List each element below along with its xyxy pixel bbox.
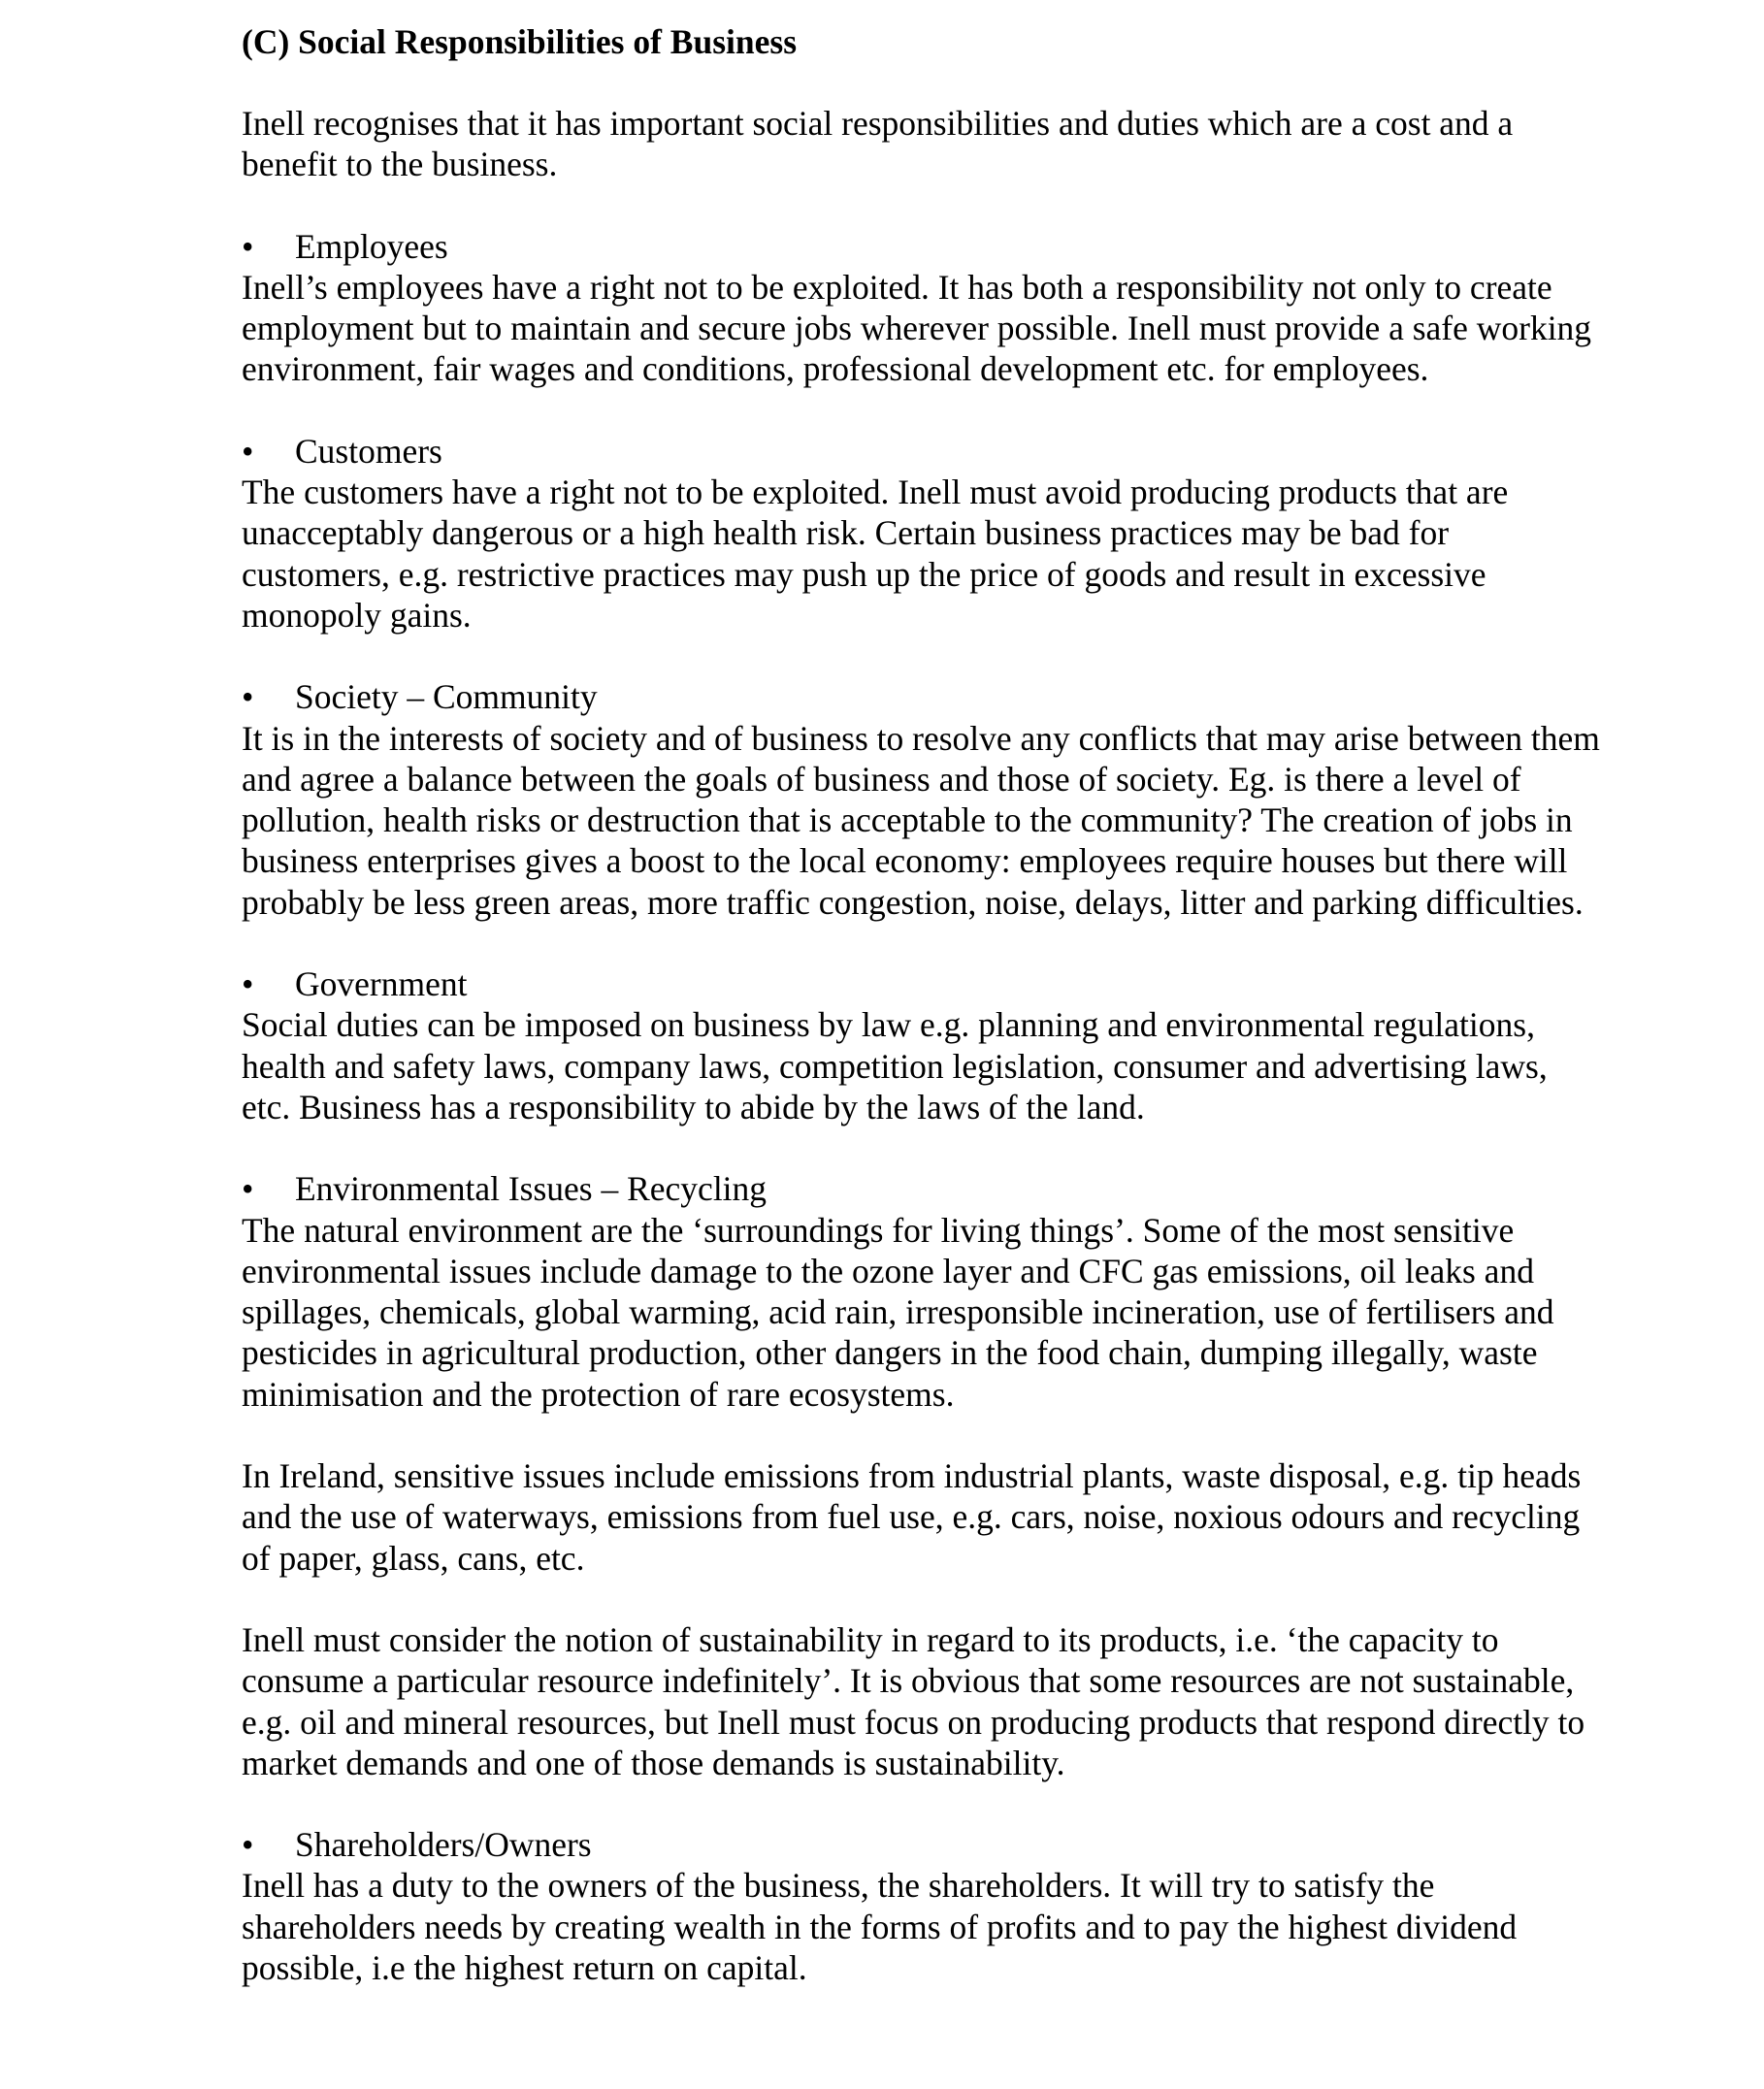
section-government (242, 963, 1600, 1127)
section-heading (242, 1168, 1600, 1209)
bullet-icon: • (242, 226, 254, 266)
section-heading (242, 676, 1600, 717)
section-customers (242, 431, 1600, 636)
section-title: Environmental Issues – Recycling (295, 1169, 768, 1209)
section-title: Society – Community (295, 677, 598, 717)
section-heading (242, 226, 1600, 267)
section-environmental-issues (242, 1168, 1600, 1783)
section-paragraph: Inell has a duty to the owners of the business, the shareholders. It will try to satisfy the shareholders needs by creating wealth in the forms of profits and to pay the highest dividend possible, i.e the highest return on capital. (242, 1866, 1518, 1987)
bullet-icon: • (242, 431, 254, 471)
section-title: Customers (295, 431, 442, 471)
section-paragraph: In Ireland, sensitive issues include emissions from industrial plants, waste disposal, e.g. tip heads and the use of waterways, emissions from fuel use, e.g. cars, noise, noxious odours and recycling of paper, glass, cans, etc. (242, 1456, 1582, 1578)
section-shareholders-owners (242, 1824, 1600, 1988)
section-heading (242, 431, 1600, 472)
section-society-community (242, 676, 1600, 923)
section-title: Shareholders/Owners (295, 1825, 592, 1865)
section-employees (242, 226, 1600, 390)
document-page (242, 21, 1600, 1988)
section-paragraph: Inell’s employees have a right not to be exploited. It has both a responsibility not only to create employment but to maintain and secure jobs wherever possible. Inell must provide a safe working environment, fair wages and conditions, professional development etc. for employees. (242, 267, 1592, 389)
bullet-icon: • (242, 677, 254, 717)
section-paragraph: Inell must consider the notion of sustainability in regard to its products, i.e. ‘the capacity to consume a particular resource indefinitely’. It is obvious that some resources are not sustainable, e.g. oil and mineral resources, but Inell must focus on producing products that respond directly to market demands and one of those demands is sustainability. (242, 1619, 1585, 1782)
section-paragraph: The customers have a right not to be exploited. Inell must avoid producing products that are unacceptably dangerous or a high health risk. Certain business practices may be bad for customers, e.g. restrictive practices may push up the price of goods and result in excessive monopoly gains. (242, 473, 1509, 635)
section-title: Employees (295, 226, 448, 266)
section-paragraph: It is in the interests of society and of business to resolve any conflicts that may arise between them and agree a balance between the goals of business and those of society. Eg. is there a level of pollution, health risks or destruction that is acceptable to the community? The creation of jobs in business enterprises gives a boost to the local economy: employees require houses but there will probably be less green areas, more traffic congestion, noise, delays, litter and parking difficulties. (242, 718, 1600, 922)
section-paragraph: Social duties can be imposed on business by law e.g. planning and environmental regulations, health and safety laws, company laws, competition legislation, consumer and advertising laws, etc. Business has a responsibility to abide by the laws of the land. (242, 1005, 1548, 1126)
bullet-icon: • (242, 1825, 254, 1865)
intro-paragraph: Inell recognises that it has important social responsibilities and duties which are a cost and a benefit to the business. (242, 104, 1514, 184)
bullet-icon: • (242, 964, 254, 1004)
bullet-icon: • (242, 1169, 254, 1209)
page-title: (C) Social Responsibilities of Business (242, 22, 798, 61)
section-paragraph: The natural environment are the ‘surroundings for living things’. Some of the most sensitive environmental issues include damage to the ozone layer and CFC gas emissions, oil leaks and spillages, chemicals, global warming, acid rain, irresponsible incineration, use of fertilisers and pesticides in agricultural production, other dangers in the food chain, dumping illegally, waste minimisation and the protection of rare ecosystems. (242, 1210, 1554, 1414)
section-title: Government (295, 964, 468, 1004)
section-heading (242, 1824, 1600, 1865)
section-heading (242, 963, 1600, 1004)
